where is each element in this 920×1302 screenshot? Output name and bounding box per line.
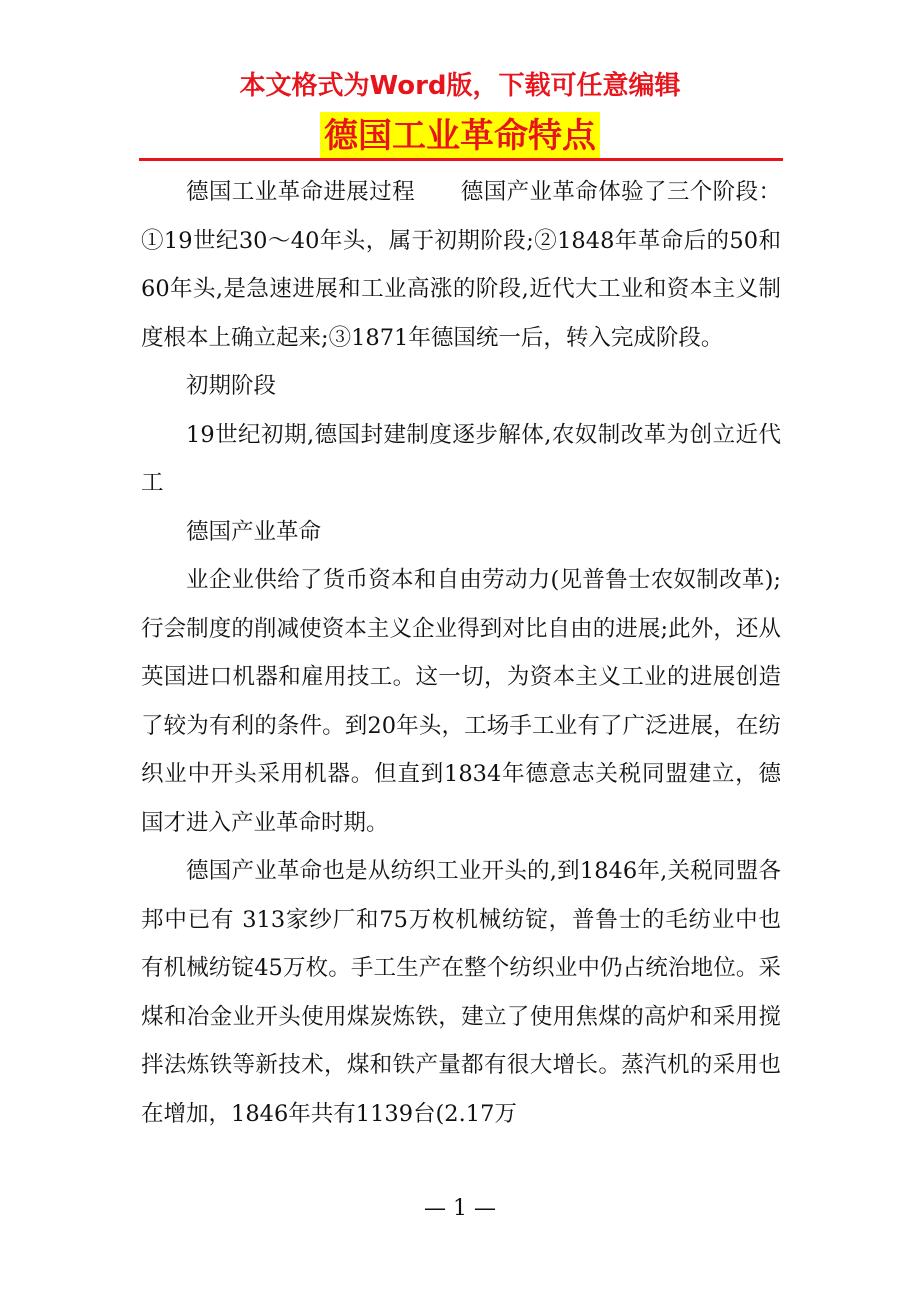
title-container [0,112,920,160]
page-number: — 1 — [424,1196,496,1221]
document-body [141,168,781,1138]
title-divider [139,158,783,161]
paragraph-conditions: 业企业供给了货币资本和自由劳动力(见普鲁士农奴制改革);行会制度的削减使资本主义企业得到对比自由的进展;此外，还从英国进口机器和雇用技工。这一切，为资本主义工业的进展创造了较为有利的条件。到20年头，工场手工业有了广泛进展，在纺织业中开头采用机器。但直到1834年德意志关税同盟建立，德国才进入产业革命时期。 [141,567,781,836]
paragraph-intro: 德国工业革命进展过程 德国产业革命体验了三个阶段：①19世纪30～40年头，属于初期阶段;②1848年革命后的50和60年头,是急速进展和工业高涨的阶段,近代大工业和资本主义制度根本上确立起来;③1871年德国统一后，转入完成阶段。 [141,179,781,351]
paragraph-early-19th-century: 19世纪初期,德国封建制度逐步解体,农奴制改革为创立近代工 [141,421,781,496]
download-banner: 本文格式为Word版，下载可任意编辑 [239,71,681,101]
document-title: 德国工业革命特点 [320,112,600,160]
paragraph-heading-industrial-revolution: 德国产业革命 [186,518,322,545]
paragraph-heading-initial-stage: 初期阶段 [186,373,277,399]
paragraph-textile-industry: 德国产业革命也是从纺织工业开头的,到1846年,关税同盟各邦中已有 313家纱厂和75万枚机械纺锭，普鲁士的毛纺业中也有机械纺锭45万枚。手工生产在整个纺织业中仍占统治地位。采煤和冶金业开头使用煤炭炼铁，建立了使用焦煤的高炉和采用搅拌法炼铁等新技术，煤和铁产量都有很大增长。蒸汽机的采用也在增加，1846年共有1139台(2.17万 [141,858,781,1127]
